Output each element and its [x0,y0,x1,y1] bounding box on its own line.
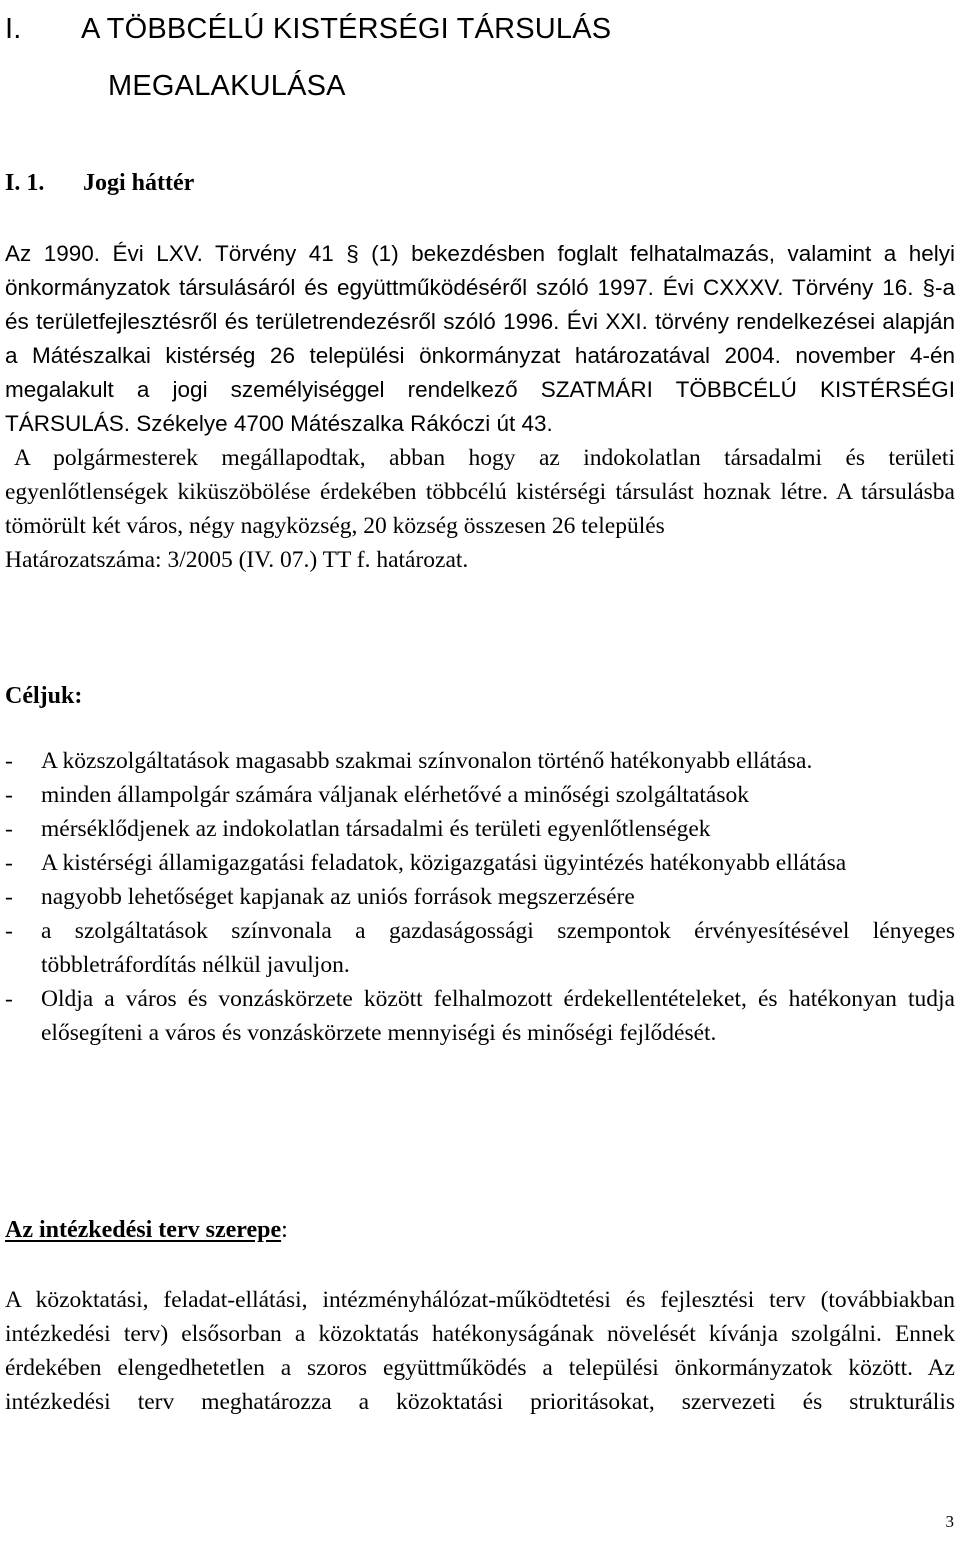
list-item-text: nagyobb lehetőséget kapjanak az uniós források megszerzésére [41,884,635,910]
chapter-heading [5,1,905,115]
section-title: Jogi háttér [83,170,195,196]
resolution-number: Határozatszáma: 3/2005 (IV. 07.) TT f. határozat. [5,547,469,573]
plan-role-title: Az intézkedési terv szerepe [5,1217,282,1243]
list-item [5,846,955,880]
list-dash: - [5,748,13,774]
list-item-text: A kistérségi államigazgatási feladatok, közigazgatási ügyintézés hatékonyabb ellátása [41,850,847,876]
list-item-text: a szolgáltatások színvonala a gazdaságossági szempontok érvényesítésével lényeges többletráfordítás nélkül javuljon. [41,918,955,978]
list-dash: - [5,816,13,842]
chapter-title-line-2: MEGALAKULÁSA [108,70,346,102]
page-number: 3 [945,1512,954,1531]
founding-paragraph: Az 1990. Évi LXV. Törvény 41 § (1) bekezdésben foglalt felhatalmazás, valamint a helyi önkormányzatok társulásáról és együttműködéséről szóló 1997. Évi CXXXV. Törvény 16. §-a és területfejlesztésről és területrendezésről szóló 1996. Évi XXI. törvény rendelkezései alapján a Mátészalkai kistérség 26 települési önkormányzat határozatával 2004. november 4-én megalakult a jogi személyiséggel rendelkező SZATMÁRI TÖBBCÉLÚ KISTÉRSÉGI TÁRSULÁS. Székelye 4700 Mátészalka Rákóczi út 43. [5,241,955,436]
list-dash: - [5,782,13,808]
list-item-text: Oldja a város és vonzáskörzete között felhalmozott érdekellentételeket, és hatékonyan tudja elősegíteni a város és vonzáskörzete mennyiségi és minőségi fejlődését. [41,986,955,1046]
list-item-text: mérséklődjenek az indokolatlan társadalmi és területi egyenlőtlenségek [41,816,711,842]
legal-background-text [5,237,955,577]
goals-title: Céljuk: [5,683,83,709]
list-item [5,914,955,982]
chapter-title-line-1: A TÖBBCÉLÚ KISTÉRSÉGI TÁRSULÁS [81,13,612,45]
agreement-paragraph [5,441,955,543]
section-number: I. 1. [5,170,45,196]
list-dash: - [5,884,13,910]
section-heading [5,166,194,200]
plan-role-colon: : [281,1217,288,1243]
list-item [5,778,955,812]
list-dash: - [5,918,13,944]
agreement-text: A polgármesterek megállapodtak, abban hogy az indokolatlan társadalmi és területi egyenlőtlenségek kiküszöbölése érdekében többcélú kistérségi társulást hoznak létre. A társulásba tömörült két város, négy nagyközség, 20 község összesen 26 település [5,445,955,539]
list-item [5,744,955,778]
list-item-text: A közszolgáltatások magasabb szakmai színvonalon történő hatékonyabb ellátása. [41,748,813,774]
goals-list [5,744,955,1050]
list-dash: - [5,850,13,876]
plan-role-heading [5,1213,288,1247]
list-item [5,880,955,914]
plan-role-paragraph: A közoktatási, feladat-ellátási, intézményhálózat-működtetési és fejlesztési terv (továbbiakban intézkedési terv) elsősorban a közoktatás hatékonyságának növelését kívánja szolgálni. Ennek érdekében elengedhetetlen a szoros együttműködés a települési önkormányzatok között. Az intézkedési terv meghatározza a közoktatási prioritásokat, szervezeti és strukturális [5,1287,955,1415]
list-dash: - [5,986,13,1012]
list-item-text: minden állampolgár számára váljanak elérhetővé a minőségi szolgáltatások [41,782,749,808]
list-item [5,812,955,846]
list-item [5,982,955,1050]
chapter-number: I. [5,13,22,45]
